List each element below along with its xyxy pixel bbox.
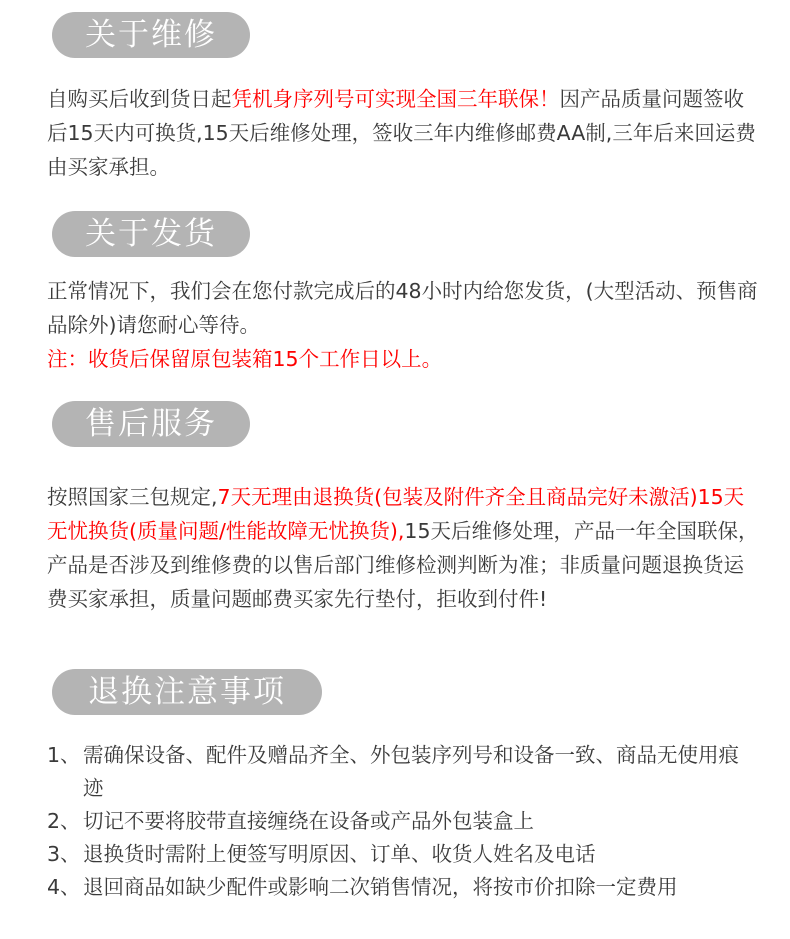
shipping-text: 正常情况下，我们会在您付款完成后的48小时内给您发货，(大型活动、预售商品除外)请您耐心等待。: [47, 279, 758, 337]
repair-section-title: 关于维修: [52, 12, 250, 58]
list-item-text: 退换货时需附上便签写明原因、订单、收货人姓名及电话: [83, 842, 596, 866]
shipping-paragraph: [47, 274, 759, 376]
list-item-number: 3、: [47, 842, 81, 866]
returns-list: [47, 739, 759, 904]
list-item-number: 4、: [47, 875, 81, 899]
shipping-note: 注：收货后保留原包装箱15个工作日以上。: [47, 347, 443, 371]
list-item-text: 切记不要将胶带直接缠绕在设备或产品外包装盒上: [83, 809, 534, 833]
repair-warranty-highlight: 凭机身序列号可实现全国三年联保！: [231, 87, 560, 111]
after-sales-paragraph: [47, 480, 759, 616]
after-sales-return-highlight: 7天无理由退换货(包装及附件齐全且商品完好未激活)15天无忧换货(质量问题/性能故障无忧换货),: [47, 485, 745, 543]
list-item: [47, 739, 759, 805]
list-item-number: 1、: [47, 743, 81, 767]
list-item-text: 退回商品如缺少配件或影响二次销售情况，将按市价扣除一定费用: [83, 875, 678, 899]
after-sales-text-detail: 15天后维修处理，产品一年全国联保，产品是否涉及到维修费的以售后部门维修检测判断为准；非质量问题退换货运费买家承担，质量问题邮费买家先行垫付，拒收到付件!: [47, 519, 759, 611]
after-sales-text-intro: 按照国家三包规定,: [47, 485, 218, 509]
repair-text-intro: 自购买后收到货日起: [47, 87, 232, 111]
list-item-number: 2、: [47, 809, 81, 833]
list-item: [47, 871, 759, 904]
list-item: [47, 805, 759, 838]
repair-text-detail: 因产品质量问题签收后15天内可换货,15天后维修处理，签收三年内维修邮费AA制,三年后来回运费由买家承担。: [47, 87, 756, 179]
repair-paragraph: [47, 82, 759, 184]
returns-section-title: 退换注意事项: [52, 669, 322, 715]
after-sales-section-title: 售后服务: [52, 401, 250, 447]
list-item: [47, 838, 759, 871]
list-item-text: 需确保设备、配件及赠品齐全、外包装序列号和设备一致、商品无使用痕迹: [83, 743, 739, 800]
shipping-section-title: 关于发货: [52, 211, 250, 257]
